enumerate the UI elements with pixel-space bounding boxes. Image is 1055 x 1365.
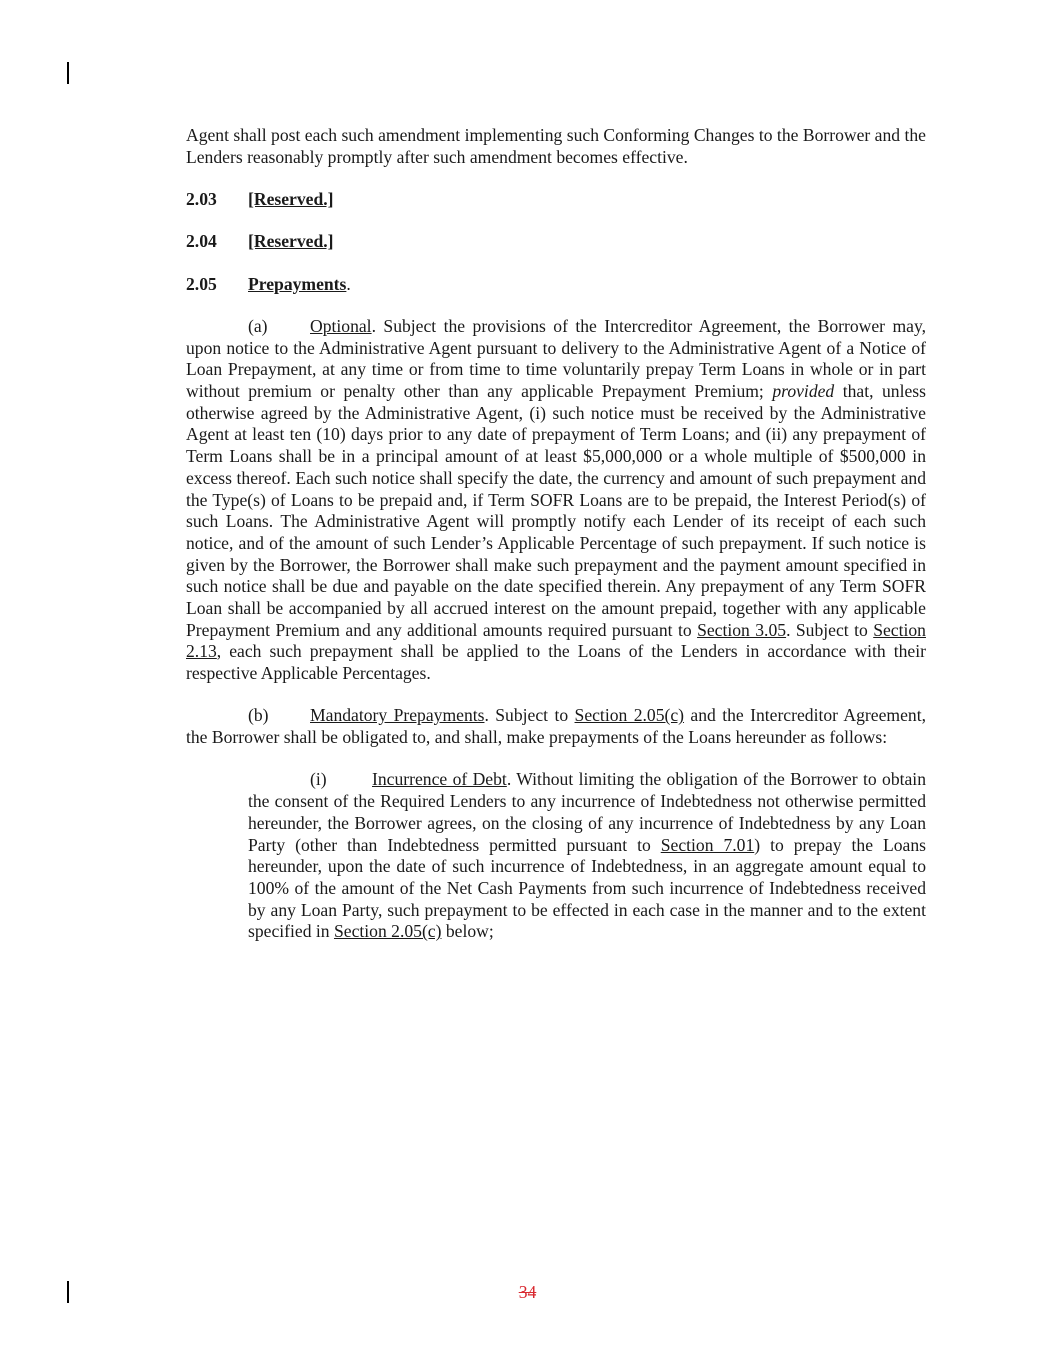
cross-reference: Section 7.01: [660, 834, 755, 855]
paragraph-b-mandatory: [186, 705, 926, 748]
section-2-05-heading: [186, 274, 926, 296]
paragraph-caption: Mandatory Prepayments: [310, 705, 485, 726]
paragraph-text: . Without limiting the obligation of the Borrower to obtain the consent of the Required Lenders to any incurrence of Indebtedness not otherwise permitted hereunder, the Borrower agrees, on the closing of any incurrence of Indebtedness by any Loan Party (other than Indebtedness permitted pursuant to: [248, 769, 926, 855]
document-body: [186, 125, 926, 943]
paragraph-text: , each such prepayment shall be applied to the Loans of the Lenders in accordance with their respective Applicable Percentages.: [186, 641, 926, 684]
section-number: 2.04: [186, 231, 217, 252]
paragraph-text: . Subject to: [484, 705, 575, 726]
page-number: 34: [518, 1282, 537, 1302]
cross-reference: Section 2.05(c): [333, 921, 442, 942]
paragraph-text: and the Intercreditor Agreement, the Borrower shall be obligated to, and shall, make prepayments of the Loans hereunder as follows:: [186, 705, 926, 748]
change-bar-top: [67, 62, 69, 84]
cross-reference: Section 2.13: [186, 619, 926, 662]
cross-reference: Section 3.05: [697, 619, 787, 640]
section-2-03-heading: [186, 189, 926, 211]
section-title: [Reserved.]: [248, 231, 334, 252]
paragraph-text: below;: [441, 921, 494, 942]
paragraph-caption: Incurrence of Debt: [372, 769, 507, 790]
section-title-period: .: [346, 273, 351, 294]
paragraph-a-optional: [186, 316, 926, 685]
section-2-04-heading: [186, 231, 926, 253]
paragraph-text: . Subject to: [786, 619, 874, 640]
paragraph-b-i-incurrence-of-debt: [248, 769, 926, 943]
section-number: 2.05: [186, 273, 217, 294]
paragraph-text: . Subject the provisions of the Intercreditor Agreement, the Borrower may, upon notice to the Administrative Agent pursuant to delivery to the Administrative Agent of a Notice of Loan Prepayment, at any time or from time to time voluntarily prepay Term Loans in whole or in part without premium or penalty other than any applicable Prepayment Premium;: [186, 315, 926, 401]
paragraph-label: (a): [248, 315, 268, 336]
provided-term: provided: [772, 381, 835, 401]
section-title: Prepayments: [248, 273, 347, 294]
paragraph-label: (b): [248, 705, 269, 726]
intro-paragraph: Agent shall post each such amendment implementing such Conforming Changes to the Borrower and the Lenders reasonably promptly after such amendment becomes effective.: [186, 125, 926, 167]
paragraph-text: ) to prepay the Loans hereunder, upon the date of such incurrence of Indebtedness, in an aggregate amount equal to 100% of the amount of the Net Cash Payments from such incurrence of Indebtedness received by any Loan Party, such prepayment to be effected in each case in the manner and to the extent specified in: [248, 834, 926, 942]
paragraph-caption: Optional: [310, 315, 372, 336]
paragraph-text: that, unless otherwise agreed by the Administrative Agent, (i) such notice must be received by the Administrative Agent at least ten (10) days prior to any date of prepayment of Term Loans; and (ii) any prepayment of Term Loans shall be in a principal amount of at least $5,000,000 or a whole multiple of $500,000 in excess thereof. Each such notice shall specify the date, the currency and amount of such prepayment and the Type(s) of Loans to be prepaid and, if Term SOFR Loans are to be prepaid, the Interest Period(s) of such Loans. The Administrative Agent will promptly notify each Lender of its receipt of each such notice, and of the amount of such Lender’s Applicable Percentage of such prepayment. If such notice is given by the Borrower, the Borrower shall make such prepayment and the payment amount specified in such notice shall be due and payable on the date specified therein. Any prepayment of any Term SOFR Loan shall be accompanied by all accrued interest on the amount prepaid, together with any applicable Prepayment Premium and any additional amounts required pursuant to: [186, 381, 926, 640]
section-title: [Reserved.]: [248, 189, 334, 209]
cross-reference: Section 2.05(c): [574, 705, 685, 726]
paragraph-label: (i): [310, 769, 327, 790]
section-number: 2.03: [186, 189, 217, 209]
